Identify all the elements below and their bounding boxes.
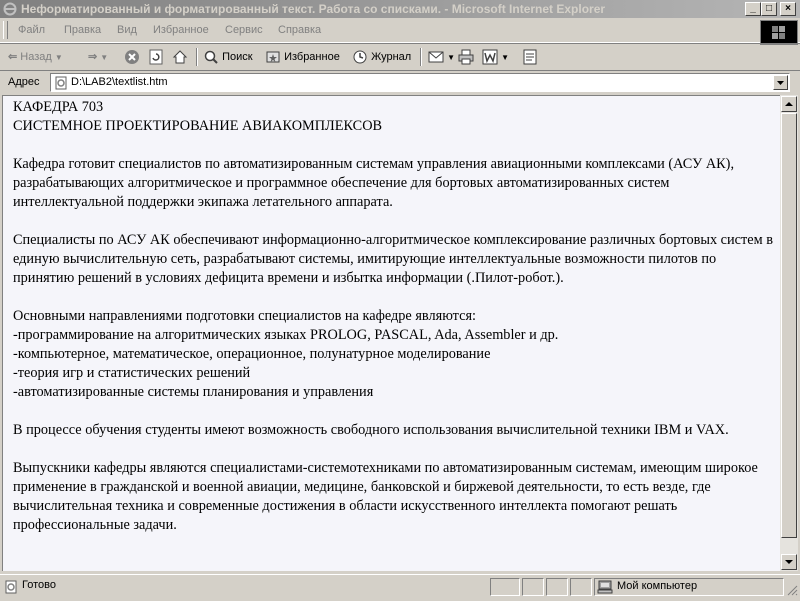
edit-dropdown-icon: ▼: [501, 53, 509, 62]
refresh-button[interactable]: [148, 48, 164, 66]
menu-grip[interactable]: [3, 21, 8, 39]
menu-view[interactable]: Вид: [117, 24, 137, 36]
back-dropdown-icon: ▼: [54, 53, 63, 62]
list-item: -программирование на алгоритмических языках PROLOG, PASCAL, Ada, Assembler и др.: [13, 327, 559, 343]
my-computer-icon: [597, 580, 613, 594]
stop-icon: [124, 49, 140, 65]
ie-logo-icon: [3, 2, 17, 16]
search-button[interactable]: [203, 48, 253, 66]
zone-panel: [594, 578, 784, 596]
windows-logo: [760, 20, 798, 45]
status-text: Готово: [22, 579, 56, 591]
address-input[interactable]: [50, 73, 790, 92]
mail-button[interactable]: [428, 48, 455, 66]
toolbar-separator: [420, 48, 422, 66]
list-item: -компьютерное, математическое, операционное, полунатурное моделирование: [13, 346, 491, 362]
resize-grip-icon: [786, 583, 798, 597]
title-bar[interactable]: [0, 0, 800, 18]
home-icon: [172, 49, 188, 65]
list-item: -теория игр и статистических решений: [13, 365, 251, 381]
scroll-up-button[interactable]: [781, 96, 797, 112]
standard-toolbar: [0, 43, 800, 71]
back-button[interactable]: [8, 48, 63, 66]
status-bar: [0, 574, 800, 601]
close-button[interactable]: ×: [780, 2, 796, 16]
menu-favorites[interactable]: Избранное: [153, 24, 209, 36]
back-arrow-icon: ⇐: [8, 51, 18, 63]
maximize-button[interactable]: □: [761, 2, 777, 16]
history-button[interactable]: [352, 48, 411, 66]
address-bar: [0, 70, 800, 94]
vertical-scrollbar[interactable]: [780, 95, 798, 571]
menu-bar: [0, 18, 800, 43]
minimize-button[interactable]: _: [745, 2, 761, 16]
favorites-label: Избранное: [284, 51, 340, 63]
windows-flag-icon: [761, 21, 797, 44]
scroll-down-button[interactable]: [781, 554, 797, 570]
edit-button[interactable]: [482, 48, 509, 66]
zone-label: Мой компьютер: [617, 580, 698, 592]
forward-arrow-icon: ⇒: [88, 51, 98, 63]
arrow-down-icon: [782, 555, 796, 569]
home-button[interactable]: [172, 48, 188, 66]
status-panel: [490, 578, 520, 596]
mail-icon: [428, 49, 444, 65]
address-url: D:\LAB2\textlist.htm: [71, 76, 168, 88]
resize-grip[interactable]: [786, 583, 798, 597]
refresh-icon: [148, 49, 164, 65]
menu-edit[interactable]: Правка: [64, 24, 102, 36]
chevron-down-icon: [774, 76, 787, 89]
list-item: -автоматизированные системы планирования и управления: [13, 384, 374, 400]
department-number: КАФЕДРА 703: [13, 99, 104, 115]
status-panel: [546, 578, 568, 596]
paragraph-3: В процессе обучения студенты имеют возможность свободного использования вычислительной техники IBM и VAX.: [13, 422, 729, 438]
scroll-thumb[interactable]: [781, 113, 797, 538]
window-title: Неформатированный и форматированный текст. Работа со списками. - Microsoft Internet Explorer: [21, 2, 606, 16]
stop-button[interactable]: [124, 48, 140, 66]
history-icon: [352, 49, 368, 65]
favorites-icon: [265, 49, 281, 65]
address-dropdown-button[interactable]: [773, 75, 788, 90]
menu-tools[interactable]: Сервис: [225, 24, 263, 36]
page-content: [2, 95, 780, 571]
print-button[interactable]: [458, 48, 474, 66]
favorites-button[interactable]: [265, 48, 340, 66]
mail-dropdown-icon: ▼: [447, 53, 455, 62]
list-intro: Основными направлениями подготовки специалистов на кафедре являются:: [13, 308, 477, 324]
forward-dropdown-icon: ▼: [100, 53, 109, 62]
toolbar-separator: [196, 48, 198, 66]
page-icon: [54, 76, 68, 90]
discuss-button[interactable]: [522, 48, 538, 66]
paragraph-2: Специалисты по АСУ АК обеспечивают информационно-алгоритмическое комплексирование различных бортовых систем в единую вычислительную сеть, разрабатывают системы, имитирующие интеллектуальные возможности пилотов по принятию решений в условиях дефицита времени и избытка информации (.Пилот-робот.).: [13, 232, 773, 286]
menu-help[interactable]: Справка: [278, 24, 322, 36]
back-label: Назад: [20, 51, 52, 63]
status-panel: [570, 578, 592, 596]
menu-file[interactable]: Файл: [18, 24, 46, 36]
search-label: Поиск: [222, 51, 253, 63]
history-label: Журнал: [371, 51, 412, 63]
department-name: СИСТЕМНОЕ ПРОЕКТИРОВАНИЕ АВИАКОМПЛЕКСОВ: [13, 118, 383, 134]
address-label: Адрес: [8, 76, 40, 88]
forward-button[interactable]: [88, 48, 108, 66]
paragraph-1: Кафедра готовит специалистов по автоматизированным системам управления авиационными комплексами (АСУ АК), разрабатывающих алгоритмическое и программное обеспечение для бортовых автоматизированных систем интеллектуальной поддержки экипажа летательного аппарата.: [13, 156, 735, 210]
page-status-icon: [4, 580, 18, 594]
document-text: [13, 98, 773, 535]
word-edit-icon: [482, 49, 498, 65]
discuss-icon: [522, 49, 538, 65]
status-panel: [522, 578, 544, 596]
arrow-up-icon: [782, 97, 796, 111]
paragraph-4: Выпускники кафедры являются специалистами-системотехниками по автоматизированным системам, имеющим широкое применение в гражданской и военной авиации, медицине, банковской и биржевой деятельности, то есть везде, где вычислительная техника и современные достижения в области искусственного интеллекта помогают решать профессиональные задачи.: [13, 460, 758, 533]
search-icon: [203, 49, 219, 65]
print-icon: [458, 49, 474, 65]
